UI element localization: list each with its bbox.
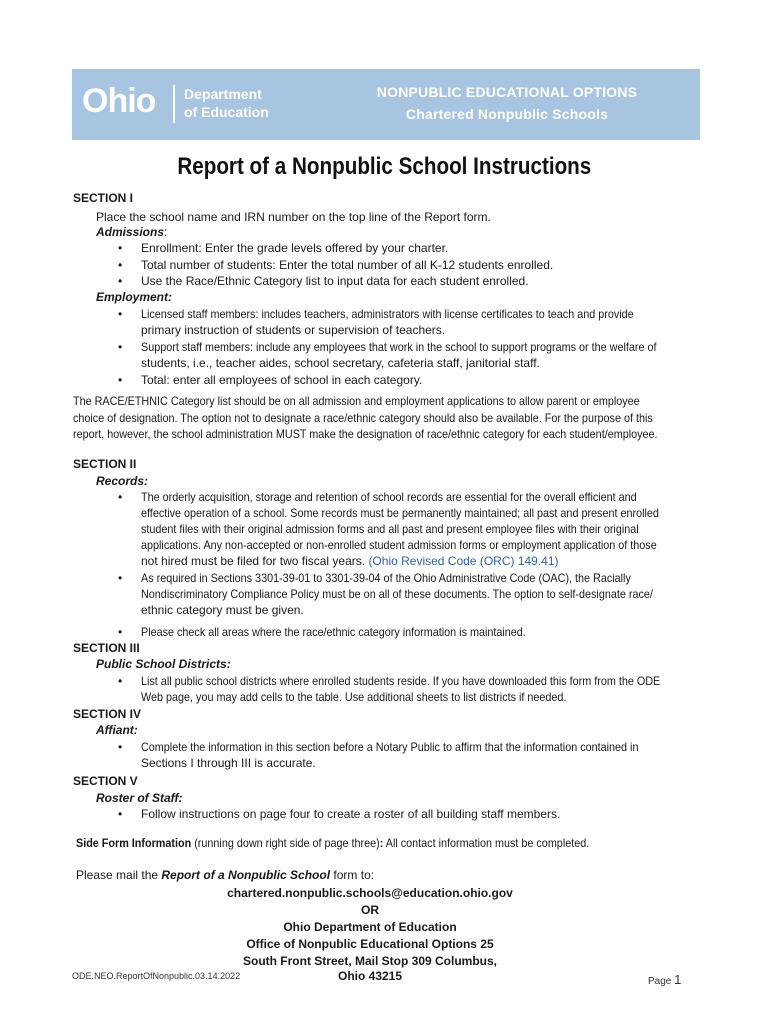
admissions-item: Enrollment: Enter the grade levels offered by your charter. (141, 241, 449, 255)
roster-item: Follow instructions on page four to create a roster of all building staff members. (141, 807, 561, 821)
bullet-icon: • (118, 340, 123, 354)
banner-title (337, 81, 677, 125)
side-form-label: Side Form Information (76, 836, 192, 850)
page-title: Report of a Nonpublic School Instructions (177, 153, 592, 180)
bullet-icon: • (118, 274, 123, 288)
records-item-line: Nondiscriminatory Compliance Policy must be on all of these documents. The option to self-designate race/ (141, 587, 653, 601)
records-item-text: not hired must be filed for two fiscal years. (141, 554, 369, 568)
side-form-information (76, 835, 589, 851)
admissions-colon: : (164, 225, 168, 239)
ohio-logo: Ohio (82, 82, 156, 120)
districts-item-line: Web page, you may add cells to the table. Use additional sheets to list districts if needed. (141, 690, 567, 704)
mail-address-line: Office of Nonpublic Educational Options 25 (246, 937, 494, 951)
section-2-heading: SECTION II (73, 457, 137, 471)
roster-of-staff-label: Roster of Staff: (96, 791, 183, 805)
employment-label: Employment: (96, 290, 173, 304)
affiant-label: Affiant: (96, 723, 138, 737)
records-item-line: applications. Any non-accepted or non-enrolled student admission forms or employment application of those (141, 538, 657, 552)
logo-dept-line1: Department (184, 86, 262, 102)
header-banner (72, 69, 700, 140)
employment-item-cont: students, i.e., teacher aides, school secretary, cafeteria staff, janitorial staff. (141, 356, 540, 370)
banner-title-line2: Chartered Nonpublic Schools (405, 106, 609, 122)
section-3-heading: SECTION III (73, 641, 140, 655)
affiant-item-line: Sections I through III is accurate. (141, 756, 316, 770)
mail-instructions (76, 867, 374, 883)
logo-divider (173, 85, 175, 123)
records-item-line: As required in Sections 3301-39-01 to 3301-39-04 of the Ohio Administrative Code (OAC), the Racially (141, 571, 631, 585)
footer-doc-id: ODE.NEO.ReportOfNonpublic.03.14.2022 (72, 971, 241, 981)
mail-address-line: Ohio 43215 (337, 969, 403, 983)
admissions-item: Use the Race/Ethnic Category list to input data for each student enrolled. (141, 274, 529, 288)
bullet-icon: • (118, 490, 123, 504)
bullet-icon: • (118, 241, 123, 255)
section-1-intro: Place the school name and IRN number on the top line of the Report form. (96, 210, 491, 224)
banner-title-line1: NONPUBLIC EDUCATIONAL OPTIONS (376, 84, 638, 100)
employment-item: Total: enter all employees of school in each category. (141, 373, 423, 387)
side-form-colon: : (379, 836, 384, 850)
mail-address-line: Ohio Department of Education (283, 920, 457, 934)
bullet-icon: • (118, 625, 123, 639)
logo-department-text (184, 85, 269, 121)
race-ethnic-paragraph-line: report, however, the school administration MUST make the designation of race/ethnic category for each student/employee. (73, 427, 658, 441)
bullet-icon: • (118, 307, 123, 321)
affiant-item-line: Complete the information in this section before a Notary Public to affirm that the information contained in (141, 740, 639, 754)
employment-item: Support staff members: include any employees that work in the school to support programs or the welfare of (141, 340, 657, 354)
race-ethnic-paragraph-line: choice of designation. The option not to designate a race/ethnic category should also be available. For the purpose of this (73, 411, 653, 425)
mail-or: OR (361, 903, 379, 917)
section-5-heading: SECTION V (73, 774, 138, 788)
records-item-line: Please check all areas where the race/ethnic category information is maintained. (141, 625, 526, 639)
bullet-icon: • (118, 674, 123, 688)
admissions-label: Admissions (96, 225, 165, 239)
bullet-icon: • (118, 373, 123, 387)
bullet-icon: • (118, 571, 123, 585)
districts-item-line: List all public school districts where enrolled students reside. If you have downloaded this form from the ODE (141, 674, 661, 688)
side-form-paren: (running down right side of page three) (191, 836, 380, 850)
records-item-line: The orderly acquisition, storage and retention of school records are essential for the overall efficient and (141, 490, 637, 504)
records-item-line: student files with their original admission forms and all past and present employee files with their original (141, 522, 639, 536)
bullet-icon: • (118, 740, 123, 754)
records-item-line: ethnic category must be given. (141, 603, 304, 617)
orc-link[interactable]: (Ohio Revised Code (ORC) 149.41) (368, 554, 559, 568)
mail-form-name: Report of a Nonpublic School (161, 868, 331, 882)
mail-suffix: form to: (330, 868, 375, 882)
section-1-heading: SECTION I (73, 191, 134, 205)
mail-prefix: Please mail the (76, 868, 162, 882)
page-label: Page (648, 976, 675, 987)
bullet-icon: • (118, 258, 123, 272)
records-item-last-line (141, 553, 559, 569)
employment-item: Licensed staff members: includes teachers, administrators with license certificates to teach and provide (141, 307, 634, 321)
section-4-heading: SECTION IV (73, 707, 142, 721)
bullet-icon: • (118, 807, 123, 821)
public-school-districts-label: Public School Districts: (96, 657, 231, 671)
employment-item-cont: primary instruction of students or supervision of teachers. (141, 323, 446, 337)
side-form-rest: All contact information must be completed. (383, 836, 590, 850)
page-num: 1 (674, 972, 682, 987)
admissions-heading (96, 224, 167, 240)
mail-address-line: South Front Street, Mail Stop 309 Columbus, (242, 954, 497, 968)
admissions-item: Total number of students: Enter the total number of all K-12 students enrolled. (141, 258, 554, 272)
logo-dept-line2: of Education (184, 104, 269, 120)
mail-email-link[interactable]: chartered.nonpublic.schools@education.ohio.gov (227, 886, 513, 900)
records-item-line: effective operation of a school. Some records must be permanently maintained; all past and present enrolled (141, 506, 659, 520)
records-label: Records: (96, 474, 149, 488)
race-ethnic-paragraph-line: The RACE/ETHNIC Category list should be on all admission and employment applications to allow parent or employee (73, 394, 640, 408)
footer-page-number (648, 972, 681, 987)
